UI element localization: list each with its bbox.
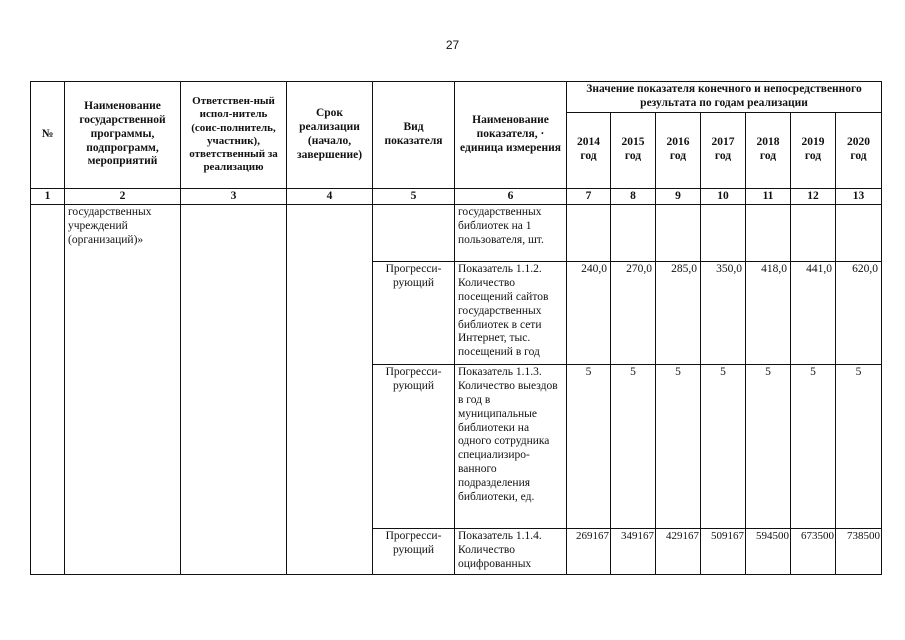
cell-responsible <box>181 205 287 575</box>
value-cell: 5 <box>567 365 611 529</box>
index-cell: 12 <box>791 188 836 205</box>
value-cell: 594500 <box>746 529 791 575</box>
cell-term <box>287 205 373 575</box>
header-no: № <box>31 82 65 189</box>
value-cell <box>791 205 836 262</box>
header-year-2019: 2019 год <box>791 112 836 188</box>
value-cell: 429167 <box>656 529 701 575</box>
index-cell: 4 <box>287 188 373 205</box>
index-cell: 11 <box>746 188 791 205</box>
index-cell: 7 <box>567 188 611 205</box>
value-cell: 285,0 <box>656 262 701 365</box>
value-cell: 5 <box>656 365 701 529</box>
cell-indicator-type <box>373 205 455 262</box>
header-indicator-name: Наименование показателя, · единица измерения <box>455 82 567 189</box>
value-cell: 5 <box>791 365 836 529</box>
value-cell: 240,0 <box>567 262 611 365</box>
page-number: 27 <box>445 38 460 52</box>
cell-indicator-type: Прогресси-рующий <box>373 529 455 575</box>
table-row <box>31 205 882 262</box>
header-term: Срок реализации (начало, завершение) <box>287 82 373 189</box>
index-cell: 5 <box>373 188 455 205</box>
index-cell: 3 <box>181 188 287 205</box>
indicators-table <box>30 81 882 575</box>
value-cell: 269167 <box>567 529 611 575</box>
value-cell <box>701 205 746 262</box>
value-cell: 270,0 <box>611 262 656 365</box>
value-cell: 5 <box>701 365 746 529</box>
value-cell: 620,0 <box>836 262 882 365</box>
index-cell: 8 <box>611 188 656 205</box>
column-index-row <box>31 188 882 205</box>
index-cell: 1 <box>31 188 65 205</box>
value-cell: 441,0 <box>791 262 836 365</box>
value-cell <box>836 205 882 262</box>
value-cell: 418,0 <box>746 262 791 365</box>
header-values-group: Значение показателя конечного и непосредственного результата по годам реализации <box>567 82 882 113</box>
cell-program-name: государственных учреждений (организаций)» <box>65 205 181 575</box>
header-indicator-type: Вид показателя <box>373 82 455 189</box>
value-cell: 5 <box>836 365 882 529</box>
cell-no <box>31 205 65 575</box>
cell-indicator-name: Показатель 1.1.3. Количество выездов в год в муниципальные библиотеки на одного сотрудника специализиро-ванного подразделения библиотеки, ед. <box>455 365 567 529</box>
cell-indicator-type: Прогресси-рующий <box>373 262 455 365</box>
header-program-name: Наименование государственной программы, подпрограмм, мероприятий <box>65 82 181 189</box>
index-cell: 2 <box>65 188 181 205</box>
header-year-2014: 2014 год <box>567 112 611 188</box>
value-cell: 5 <box>611 365 656 529</box>
header-year-2018: 2018 год <box>746 112 791 188</box>
header-year-2016: 2016 год <box>656 112 701 188</box>
index-cell: 6 <box>455 188 567 205</box>
header-year-2017: 2017 год <box>701 112 746 188</box>
cell-indicator-name: государственных библиотек на 1 пользователя, шт. <box>455 205 567 262</box>
index-cell: 13 <box>836 188 882 205</box>
value-cell: 738500 <box>836 529 882 575</box>
value-cell <box>611 205 656 262</box>
value-cell: 509167 <box>701 529 746 575</box>
header-responsible: Ответствен-ный испол-нитель (соис-полнитель, участник), ответственный за реализацию <box>181 82 287 189</box>
value-cell: 673500 <box>791 529 836 575</box>
header-year-2015: 2015 год <box>611 112 656 188</box>
cell-indicator-name: Показатель 1.1.2. Количество посещений сайтов государственных библиотек в сети Интернет, тыс. посещений в год <box>455 262 567 365</box>
value-cell <box>567 205 611 262</box>
value-cell <box>656 205 701 262</box>
cell-indicator-name: Показатель 1.1.4. Количество оцифрованных <box>455 529 567 575</box>
value-cell: 5 <box>746 365 791 529</box>
index-cell: 9 <box>656 188 701 205</box>
index-cell: 10 <box>701 188 746 205</box>
value-cell: 350,0 <box>701 262 746 365</box>
value-cell <box>746 205 791 262</box>
value-cell: 349167 <box>611 529 656 575</box>
header-year-2020: 2020 год <box>836 112 882 188</box>
cell-indicator-type: Прогресси-рующий <box>373 365 455 529</box>
